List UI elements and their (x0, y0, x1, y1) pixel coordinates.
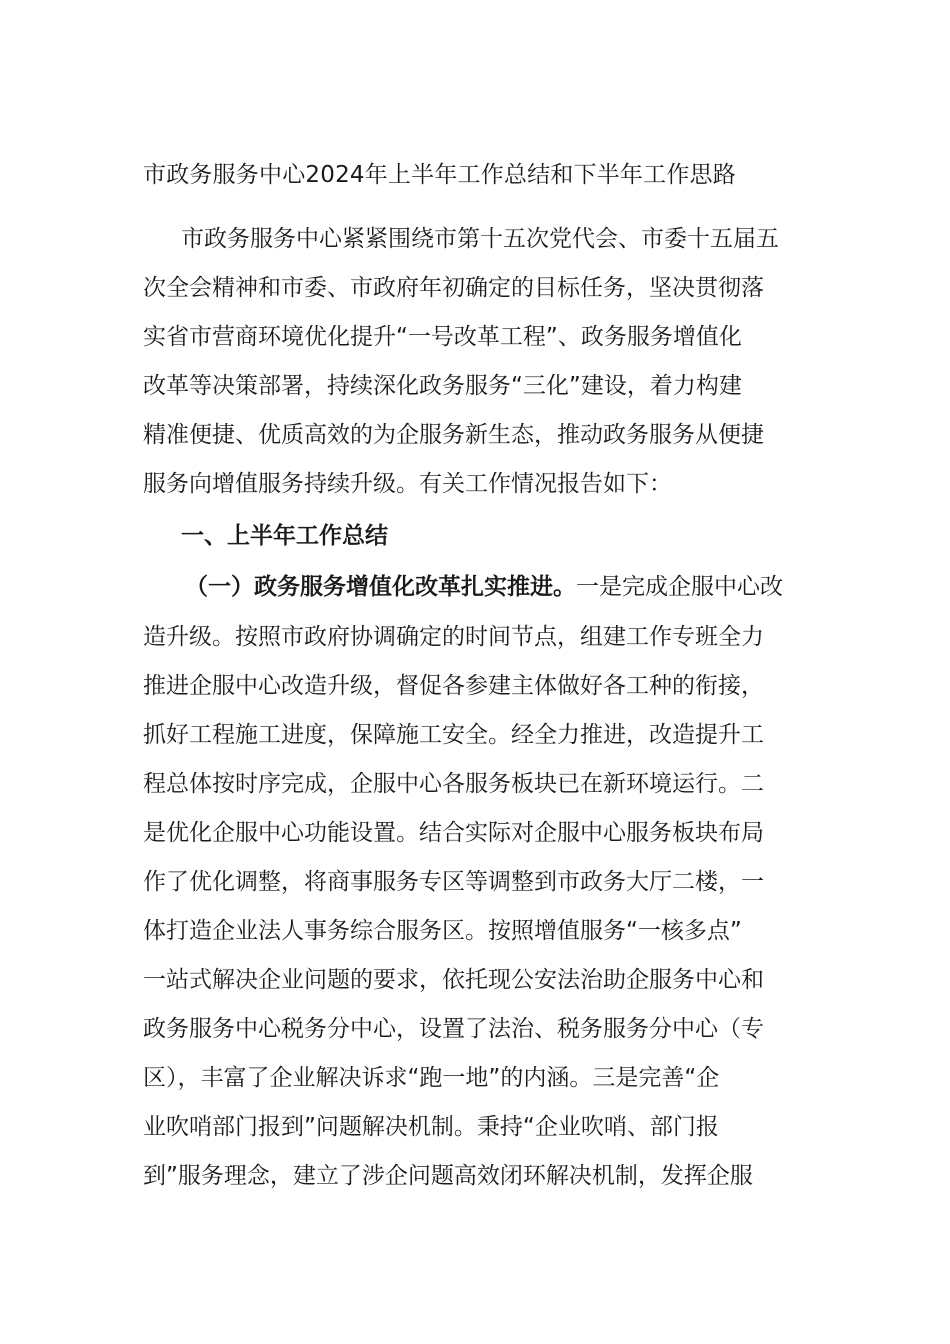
section-heading: 一、上半年工作总结 (181, 523, 388, 549)
paragraph-line: 体打造企业法人事务综合服务区。按照增值服务“一核多点” (143, 918, 742, 944)
paragraph-line: 抓好工程施工进度，保障施工安全。经全力推进，改造提升工 (143, 722, 764, 748)
paragraph-line: 政务服务中心税务分中心，设置了法治、税务服务分中心（专 (143, 1016, 764, 1042)
paragraph-line: 次全会精神和市委、市政府年初确定的目标任务，坚决贯彻落 (143, 275, 764, 301)
paragraph-line: 一站式解决企业问题的要求，依托现公安法治助企服务中心和 (143, 967, 764, 993)
paragraph-line: 是优化企服中心功能设置。结合实际对企服中心服务板块布局 (143, 820, 764, 846)
paragraph-line: 作了优化调整，将商事服务专区等调整到市政务大厅二楼，一 (143, 869, 764, 895)
paragraph-line: 业吹哨部门报到”问题解决机制。秉持“企业吹哨、部门报 (143, 1114, 719, 1140)
subsection-first-line (185, 570, 865, 604)
paragraph-line: 精准便捷、优质高效的为企服务新生态，推动政务服务从便捷 (143, 422, 764, 448)
paragraph-line: 市政务服务中心紧紧围绕市第十五次党代会、市委十五届五 (181, 226, 779, 252)
paragraph-line: 实省市营商环境优化提升“一号改革工程”、政务服务增值化 (143, 324, 742, 350)
paragraph-text: 一是完成企服中心改 (576, 574, 783, 600)
paragraph-line: 造升级。按照市政府协调确定的时间节点，组建工作专班全力 (143, 624, 764, 650)
document-title: 市政务服务中心2024年上半年工作总结和下半年工作思路 (143, 162, 736, 188)
subsection-heading: （一）政务服务增值化改革扎实推进。 (185, 574, 576, 600)
paragraph-line: 区），丰富了企业解决诉求“跑一地”的内涵。三是完善“企 (143, 1065, 720, 1091)
paragraph-line: 服务向增值服务持续升级。有关工作情况报告如下： (143, 471, 672, 497)
paragraph-line: 程总体按时序完成，企服中心各服务板块已在新环境运行。二 (143, 771, 764, 797)
paragraph-line: 推进企服中心改造升级，督促各参建主体做好各工种的衔接， (143, 673, 764, 699)
paragraph-line: 改革等决策部署，持续深化政务服务“三化”建设，着力构建 (143, 373, 742, 399)
paragraph-line: 到”服务理念，建立了涉企问题高效闭环解决机制，发挥企服 (143, 1163, 753, 1189)
